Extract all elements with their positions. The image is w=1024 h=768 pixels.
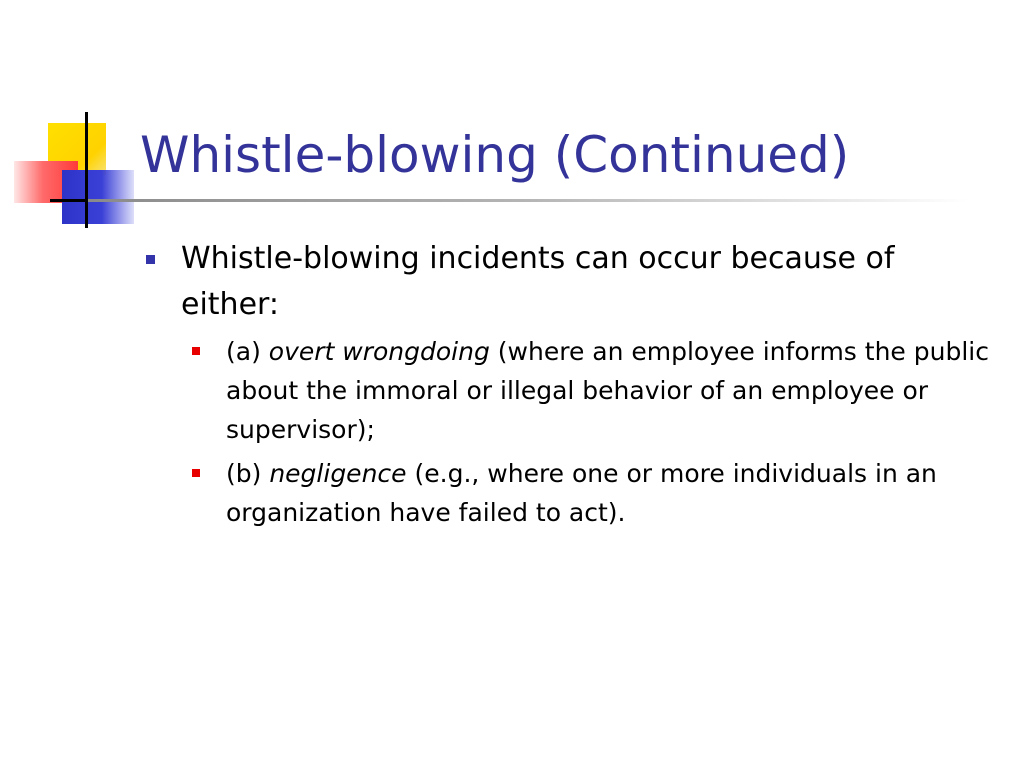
sub-bullet-text: (e.g., where one or more individuals in an organization have failed to act). xyxy=(226,459,937,527)
bullet-text: Whistle-blowing incidents can occur because of either: xyxy=(181,241,895,322)
sub-bullet-prefix: (a) xyxy=(226,337,269,366)
slide-title: Whistle-blowing (Continued) xyxy=(140,126,850,184)
sub-bullet-emphasis: overt wrongdoing xyxy=(268,337,490,366)
bullet-item xyxy=(146,236,996,328)
square-bullet-icon xyxy=(192,347,200,355)
logo-vertical-line xyxy=(85,112,88,228)
square-bullet-icon xyxy=(146,255,155,264)
logo-blue-square xyxy=(62,170,134,224)
sub-bullet-prefix: (b) xyxy=(226,459,270,488)
sub-bullet-item-b xyxy=(192,454,996,532)
sub-bullet-item-a xyxy=(192,332,996,449)
sub-bullet-emphasis: negligence xyxy=(269,459,407,488)
slide-body xyxy=(146,236,996,532)
square-bullet-icon xyxy=(192,469,200,477)
sub-bullet-text: (where an employee informs the public about the immoral or illegal behavior of an employee or supervisor); xyxy=(226,337,989,444)
title-divider xyxy=(88,199,968,202)
decorative-squares-logo xyxy=(0,0,160,240)
